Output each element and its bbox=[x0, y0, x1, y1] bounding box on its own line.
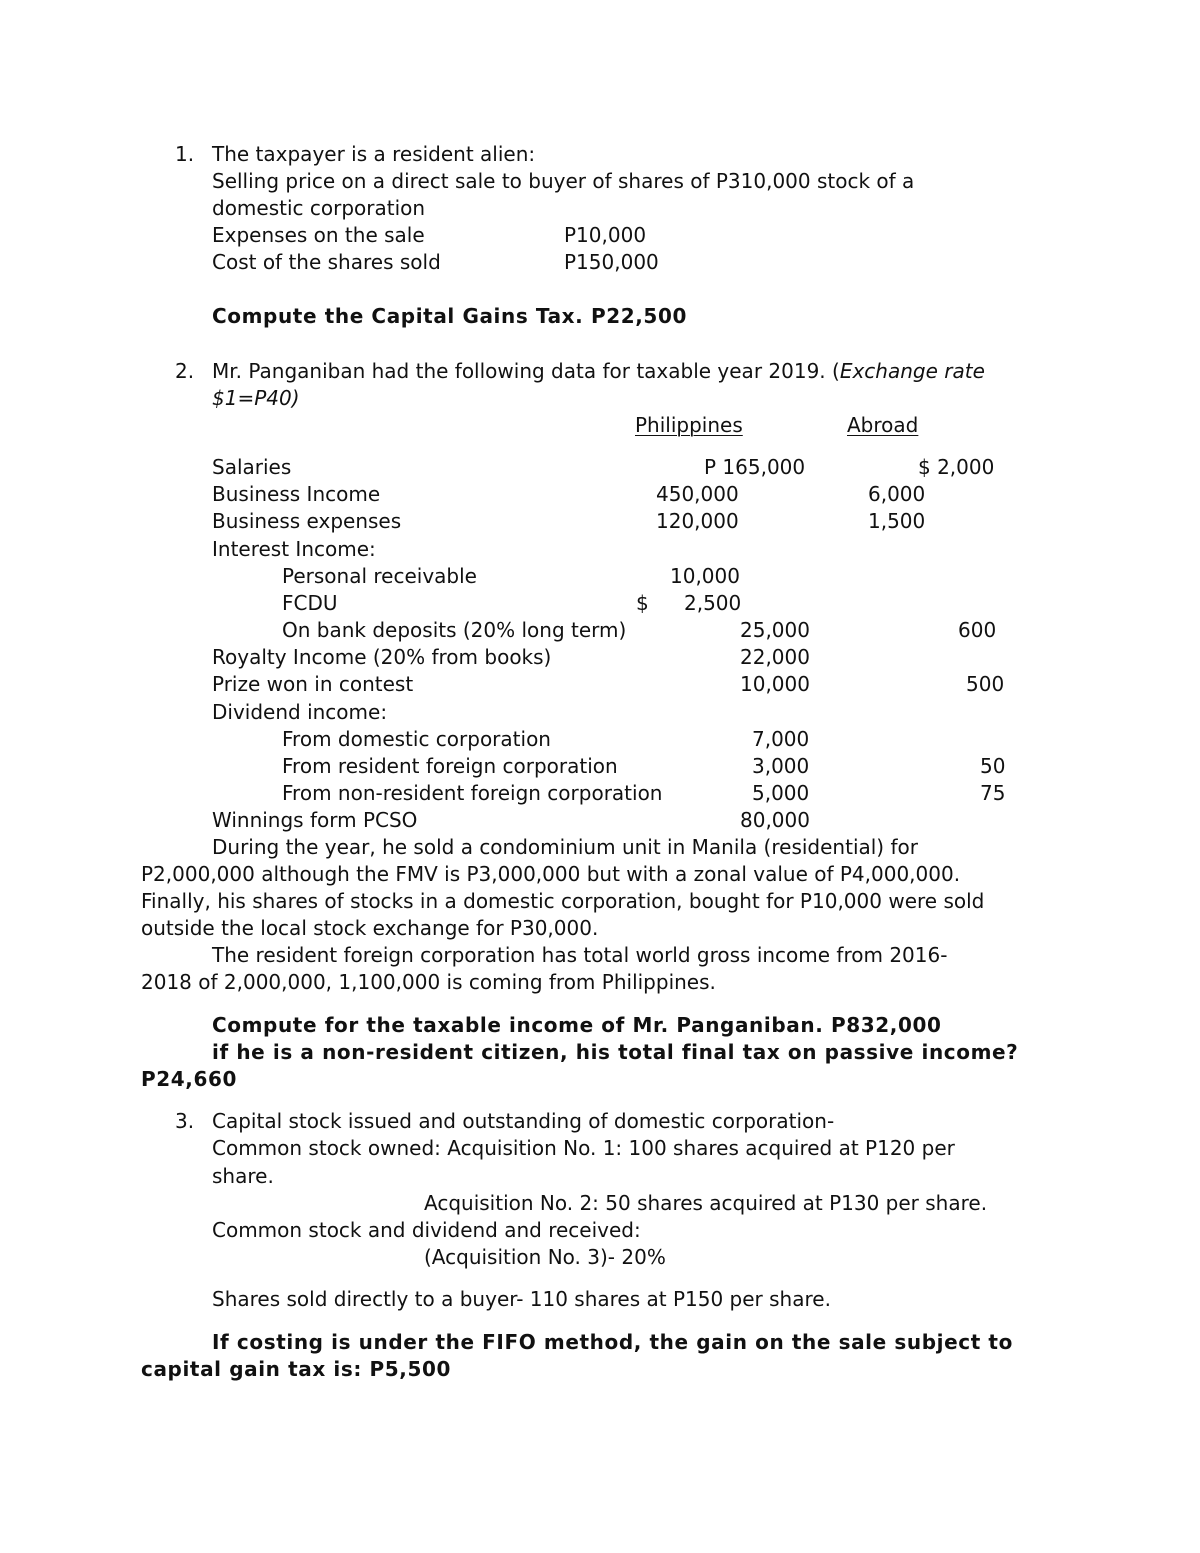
paragraph-line: P2,000,000 although the FMV is P3,000,000 but with a zonal value of P4,000,000. bbox=[141, 862, 961, 886]
row-label: Winnings form PCSO bbox=[212, 808, 418, 832]
exchange-rate-value: $1=P40) bbox=[212, 386, 300, 410]
intro-text: Mr. Panganiban had the following data for taxable year 2019. ( bbox=[212, 359, 840, 383]
row-label: Prize won in contest bbox=[212, 672, 414, 696]
exchange-rate-label: Exchange rate bbox=[839, 359, 985, 383]
question-title: The taxpayer is a resident alien: bbox=[212, 142, 536, 166]
row-value-ph: 80,000 bbox=[740, 808, 810, 832]
question-prompt: Compute for the taxable income of Mr. Panganiban. P832,000 bbox=[212, 1013, 942, 1037]
question-number: 2. bbox=[175, 359, 195, 383]
row-value-abroad: 6,000 bbox=[868, 482, 926, 506]
row-label: Royalty Income (20% from books) bbox=[212, 645, 552, 669]
paragraph-line: The resident foreign corporation has total world gross income from 2016- bbox=[212, 943, 948, 967]
row-value-abroad: 600 bbox=[958, 618, 997, 642]
row-value-ph: 7,000 bbox=[752, 727, 810, 751]
row-label: Dividend income: bbox=[212, 700, 388, 724]
row-value-abroad: $ 2,000 bbox=[918, 455, 995, 479]
text-line: Selling price on a direct sale to buyer of shares of P310,000 stock of a bbox=[212, 169, 915, 193]
question-prompt: If costing is under the FIFO method, the gain on the sale subject to bbox=[212, 1330, 1013, 1354]
row-label: From resident foreign corporation bbox=[282, 754, 618, 778]
question-number: 1. bbox=[175, 142, 195, 166]
item-label: Expenses on the sale bbox=[212, 223, 425, 247]
text-line: share. bbox=[212, 1164, 274, 1188]
row-value-ph: 22,000 bbox=[740, 645, 810, 669]
item-label: Cost of the shares sold bbox=[212, 250, 441, 274]
question-intro bbox=[212, 359, 985, 383]
paragraph-line: 2018 of 2,000,000, 1,100,000 is coming from Philippines. bbox=[141, 970, 716, 994]
text-line: (Acquisition No. 3)- 20% bbox=[424, 1245, 666, 1269]
text-line: Common stock and dividend and received: bbox=[212, 1218, 641, 1242]
row-value-ph: 2,500 bbox=[684, 591, 742, 615]
question-prompt: if he is a non-resident citizen, his total final tax on passive income? bbox=[212, 1040, 1019, 1064]
question-number: 3. bbox=[175, 1109, 195, 1133]
row-value-abroad: 500 bbox=[966, 672, 1005, 696]
paragraph-line: outside the local stock exchange for P30,000. bbox=[141, 916, 599, 940]
item-value: P10,000 bbox=[564, 223, 647, 247]
row-value-ph: 25,000 bbox=[740, 618, 810, 642]
paragraph-line: During the year, he sold a condominium unit in Manila (residential) for bbox=[212, 835, 918, 859]
row-value-abroad: 1,500 bbox=[868, 509, 926, 533]
row-label: On bank deposits (20% long term) bbox=[282, 618, 627, 642]
row-label: Business Income bbox=[212, 482, 381, 506]
row-value-ph: 120,000 bbox=[656, 509, 739, 533]
row-label: Interest Income: bbox=[212, 537, 376, 561]
row-value-ph: P 165,000 bbox=[704, 455, 806, 479]
column-header-philippines: Philippines bbox=[635, 413, 743, 437]
row-value-abroad: 75 bbox=[980, 781, 1006, 805]
question-answer: capital gain tax is: P5,500 bbox=[141, 1357, 452, 1381]
text-line: Common stock owned: Acquisition No. 1: 100 shares acquired at P120 per bbox=[212, 1136, 955, 1160]
question-title: Capital stock issued and outstanding of domestic corporation- bbox=[212, 1109, 835, 1133]
text-line: domestic corporation bbox=[212, 196, 426, 220]
row-value-ph: 5,000 bbox=[752, 781, 810, 805]
row-label: Personal receivable bbox=[282, 564, 477, 588]
row-value-ph: 3,000 bbox=[752, 754, 810, 778]
row-currency-ph: $ bbox=[636, 591, 649, 615]
row-value-ph: 450,000 bbox=[656, 482, 739, 506]
row-value-abroad: 50 bbox=[980, 754, 1006, 778]
text-line: Shares sold directly to a buyer- 110 shares at P150 per share. bbox=[212, 1287, 831, 1311]
question-answer: P24,660 bbox=[141, 1067, 238, 1091]
row-label: Business expenses bbox=[212, 509, 402, 533]
paragraph-line: Finally, his shares of stocks in a domestic corporation, bought for P10,000 were sold bbox=[141, 889, 985, 913]
question-prompt: Compute the Capital Gains Tax. P22,500 bbox=[212, 304, 687, 328]
row-value-ph: 10,000 bbox=[740, 672, 810, 696]
column-header-abroad: Abroad bbox=[847, 413, 919, 437]
row-label: FCDU bbox=[282, 591, 338, 615]
row-label: From domestic corporation bbox=[282, 727, 551, 751]
text-line: Acquisition No. 2: 50 shares acquired at P130 per share. bbox=[424, 1191, 988, 1215]
item-value: P150,000 bbox=[564, 250, 659, 274]
row-label: Salaries bbox=[212, 455, 292, 479]
row-value-ph: 10,000 bbox=[670, 564, 740, 588]
row-label: From non-resident foreign corporation bbox=[282, 781, 663, 805]
